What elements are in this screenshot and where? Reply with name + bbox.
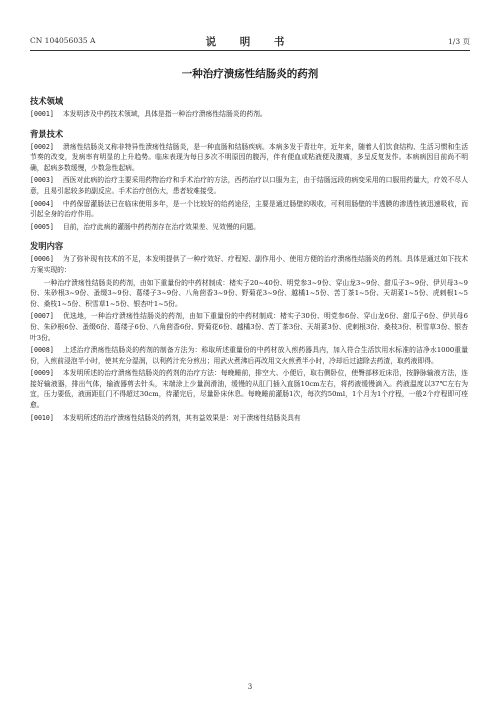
paragraph-number: [0001] <box>30 110 54 118</box>
paragraph-text: 本发明涉及中药技术领域，具体是指一种治疗溃疡性结肠炎的药剂。 <box>62 110 267 118</box>
section-heading: 背景技术 <box>30 128 64 139</box>
paragraph-text: 西医对此病的治疗主要采用药物治疗和手术治疗的方法，西药治疗以口服为主，由于结肠远段的病变采用的口服用药量大，疗效不尽人意，且易引起较多的副反应。手术治疗创伤大，患者较难接受。 <box>30 176 468 195</box>
paragraph <box>30 413 468 424</box>
document-title: 一种治疗溃疡性结肠炎的药剂 <box>181 68 319 80</box>
paragraph-number: [0009] <box>30 369 54 378</box>
page-indicator: 1/3 页 <box>448 37 470 46</box>
section-heading: 技术领域 <box>30 96 64 106</box>
paragraph-number: [0004] <box>30 199 54 208</box>
page-header <box>30 34 470 48</box>
paragraph <box>30 345 468 366</box>
paragraph-number: [0007] <box>30 312 54 321</box>
paragraph <box>30 254 468 275</box>
paragraph-text: 溃疡性结肠炎又称非特异性溃疡性结肠炎，是一种直肠和结肠疾病。本病多发于青壮年，近年来，随着人们饮食结构、生活习惯和生活节奏的改变，发病率有明显的上升趋势。临床表现为每日多次不明原因的腹泻，伴有便血或粘液便及腹痛，多呈反复发作。本病病因目前尚不明确，起病多数缓慢，少数急性起病。 <box>30 142 468 172</box>
section-heading: 发明内容 <box>30 241 64 252</box>
document-body <box>30 95 468 425</box>
paragraph <box>30 311 468 343</box>
paragraph-text: 中药保留灌肠法已在临床使用多年，是一个比较好的给药途径，主要是通过肠壁的吸收，可利用肠壁的半透膜的渗透性被迅速吸收，而引起全身的治疗作用。 <box>30 199 468 219</box>
page-number: 3 <box>247 683 253 691</box>
paragraph-text: 目前，治疗此病的灌肠中药药剂存在治疗效果差、见效慢的问题。 <box>62 222 260 231</box>
paragraph-number: [0005] <box>30 222 54 231</box>
paragraph-number: [0008] <box>30 346 54 355</box>
paragraph-text: 优选地，一种治疗溃疡性结肠炎的药剂，由如下重量份的中药材制成：楮实子30份、明党参6份、穿山龙6份、甜瓜子6份、伊贝母6份、朱砂根6份、蚤缀6份、葛缕子6份、八角茴香6份、野菊花6份、越橘3份、苦丁茶3份、天胡荽3份、虎刺根3份、桑枝3份、积雪草3份、银杏叶3份。 <box>30 312 468 342</box>
paragraph <box>30 368 468 410</box>
paragraph-text: 为了弥补现有技术的不足，本发明提供了一种疗效好、疗程短、副作用小、使用方便的治疗溃疡性结肠炎的药剂。具体是通过如下技术方案实现的： <box>30 255 468 274</box>
paragraph-number: [0006] <box>30 255 54 264</box>
paragraph <box>30 142 468 174</box>
paragraph-number: [0010] <box>30 413 54 422</box>
paragraph-continuation: 一种治疗溃疡性结肠炎的药剂，由如下重量份的中药材制成：楮实子20~40份、明党参3~9份、穿山龙3~9份、甜瓜子3~9份、伊贝母3~9份、朱砂根3~9份、蚤缀3~9份、葛缕子3~9份、八角茴香3~9份、野菊花3~9份、越橘1~5份、苦丁茶1~5份、天胡荽1~5份、虎刺根1~5份、桑枝1~5份、积雪草1~5份、银杏叶1~5份。 <box>30 278 468 308</box>
paragraph-number: [0002] <box>30 142 54 151</box>
header-rule <box>30 50 470 51</box>
paragraph <box>30 175 468 196</box>
patent-number: CN 104056035 A <box>30 36 96 45</box>
paragraph <box>30 199 468 220</box>
paragraph-text: 上述治疗溃疡性结肠炎的药剂的制备方法为：称取所述重量份的中药材放入煎药器具内，加入符合生活饮用水标准的洁净水1000重量份，入煎前浸泡半小时，使其充分湿润，以利药汁充分煎出；用武火煮沸后再改用文火煎煮半小时，冷却后过滤除去药渣，取药液即得。 <box>30 346 468 365</box>
document-type: 说 明 书 <box>205 36 295 48</box>
paragraph <box>30 222 468 233</box>
paragraph-number: [0003] <box>30 176 54 185</box>
paragraph-text: 本发明所述的治疗溃疡性结肠炎的药剂的治疗方法：每晚睡前，排空大、小便后，取右侧卧位，使臀部移近床沿，按静脉输液方法，连接好输液器，排出气体，输液器剪去针头，末端涂上少量润滑油，缓慢的从肛门插入直肠10cm左右，将药液缓慢滴入。药液温度以37℃左右为宜，压力要低，液面距肛门不得超过30cm，待灌完后，尽量卧床休息。每晚睡前灌肠1次，每次约50ml，1个月为1个疗程，一般2个疗程即可痊愈。 <box>30 369 468 410</box>
paragraph <box>30 109 468 120</box>
paragraph-text: 本发明所述的治疗溃疡性结肠炎的药剂，其有益效果是：对于溃疡性结肠炎具有 <box>62 413 301 422</box>
